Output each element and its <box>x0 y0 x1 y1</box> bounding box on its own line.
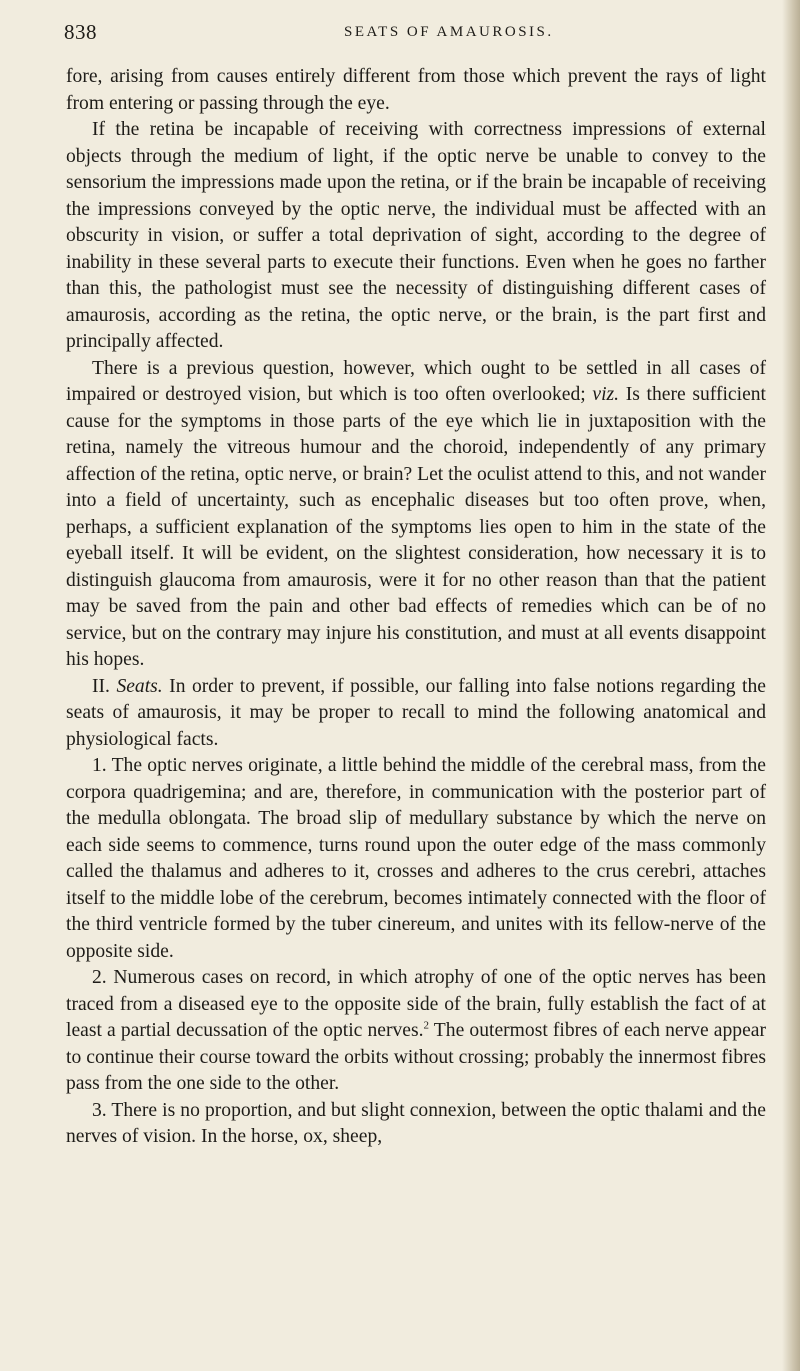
paragraph-fact-2-b: The outermost fibres of each nerve appear to continue their course toward the orbits without crossing; probably the innermost fibres pass from the one side to the other. <box>66 1020 766 1094</box>
paragraph-fact-2 <box>66 965 766 1098</box>
section-seats <box>66 674 766 754</box>
paragraph-retina: If the retina be incapable of receiving with correctness impressions of external objects through the medium of light, if the optic nerve be unable to convey to the sensorium the impressions made upon the retina, or if the brain be incapable of receiving the impressions conveyed by the optic nerve, the individual must be affected with an obscurity in vision, or suffer a total deprivation of sight, according to the degree of inability in these several parts to execute their functions. Even when he goes no farther than this, the pathologist must see the necessity of distinguishing different cases of amaurosis, according as the retina, the optic nerve, or the brain, is the part first and principally affected. <box>66 119 766 352</box>
footnote-marker: 2 <box>423 1019 430 1032</box>
paragraph-fact-3: 3. There is no proportion, and but slight connexion, between the optic thalami and the nerves of vision. In the horse, ox, sheep, <box>66 1099 766 1147</box>
section-intro: In order to prevent, if possible, our falling into false notions regarding the seats of amaurosis, it may be proper to recall to mind the following anatomical and physiological facts. <box>66 675 766 750</box>
viz-italic: viz. <box>592 384 620 405</box>
running-title: SEATS OF AMAUROSIS. <box>344 24 554 40</box>
paragraph-fact-1: 1. The optic nerves originate, a little behind the middle of the cerebral mass, from the corpora quadrigemina; and are, therefore, in communication with the posterior part of the medulla oblongata. The broad slip of medullary substance by which the nerve on each side seems to commence, turns round upon the outer edge of the mass commonly called the thalamus and adheres to it, crosses and adheres to the crus cerebri, attaches itself to the middle lobe of the cerebrum, becomes intimately connected with the floor of the third ventricle formed by the tuber cinereum, and unites with its fellow-nerve of the opposite side. <box>66 755 766 962</box>
section-heading: Seats. <box>116 675 163 697</box>
paragraph-previous-question-b: Is there sufficient cause for the symptoms in those parts of the eye which lie in juxtaposition with the retina, namely the vitreous humour and the choroid, independently of any primary affection of the retina, optic nerve, or brain? Let the oculist attend to this, and not wander into a field of uncertainty, such as encephalic diseases but too often prove, when, perhaps, a sufficient explanation of the symptoms lies open to him in the state of the eyeball itself. It will be evident, on the slightest consideration, how necessary it is to distinguish glaucoma from amaurosis, were it for no other reason than that the patient may be saved from the pain and other bad effects of remedies which can be of no service, but on the contrary may injure his constitution, and must at all events disappoint his hopes. <box>66 384 767 670</box>
page-number: 838 <box>64 20 97 44</box>
paragraph-continuation: fore, arising from causes entirely different from those which prevent the rays of light from entering or passing through the eye. <box>66 66 766 114</box>
body-text <box>66 64 766 1151</box>
paragraph-previous-question-a: There is a previous question, however, which ought to be settled in all cases of impaired or destroyed vision, but which is too often overlooked; <box>66 357 766 405</box>
paragraph-previous-question <box>66 356 766 674</box>
page-header <box>64 20 764 48</box>
page-edge-shadow <box>782 0 800 1371</box>
paragraph-fact-2-a: 2. Numerous cases on record, in which atrophy of one of the optic nerves has been traced from a diseased eye to the opposite side of the brain, fully establish the fact of at least a partial decussation of the optic nerves. <box>66 967 766 1041</box>
section-number: II. <box>92 675 117 697</box>
